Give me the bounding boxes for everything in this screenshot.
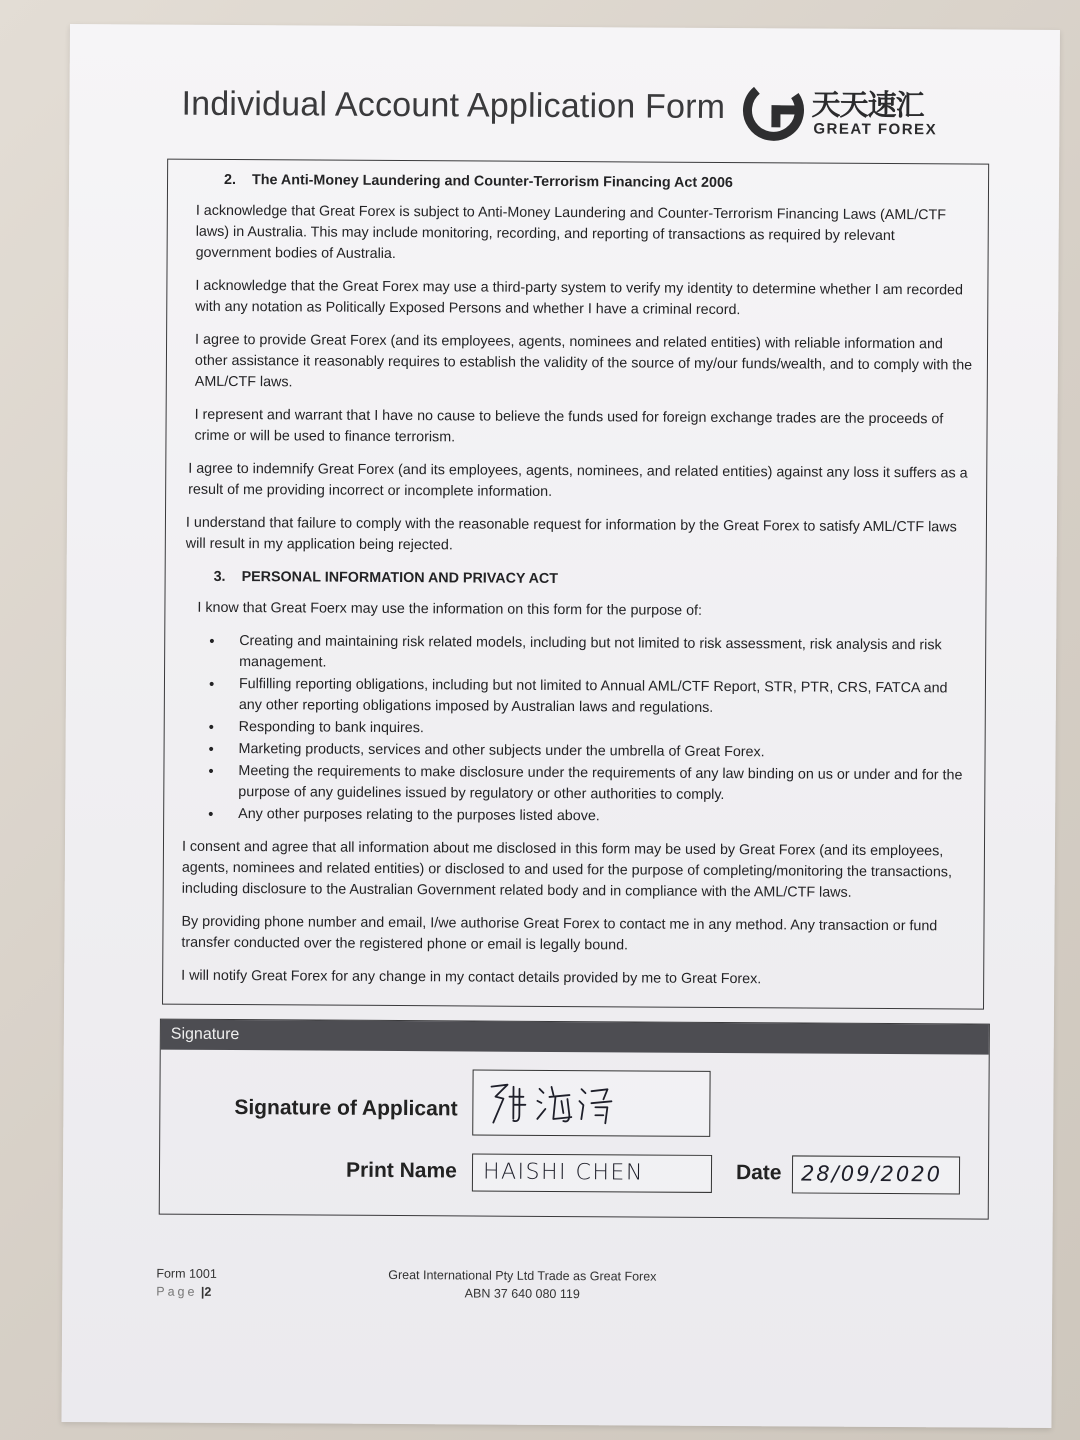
section-3-heading (214, 567, 972, 593)
privacy-intro: I know that Great Foerx may use the information on this form for the purpose of: (197, 599, 703, 619)
date-field[interactable] (792, 1155, 960, 1194)
list-item: • Fulfilling reporting obligations, including but not limited to Annual AML/CTF Report, STR, PTR, CRS, FATCA and any other reporting obligations imposed by Australian laws and regulations. (209, 674, 971, 721)
footer-company-info (382, 1266, 662, 1304)
print-name-label: Print Name (345, 1158, 457, 1183)
print-name-value: HAISHI CHEN (482, 1159, 644, 1186)
page-number: 2 (204, 1284, 212, 1299)
company-logo (741, 78, 951, 143)
list-item: • Responding to bank inquires. (209, 717, 971, 743)
page-separator: | (200, 1284, 205, 1299)
company-abn: ABN 37 640 080 119 (464, 1286, 580, 1302)
date-label: Date (735, 1161, 782, 1185)
footer-form-info (156, 1265, 217, 1301)
privacy-paragraph: I will notify Great Forex for any change in my contact details provided by me to Great Forex. (181, 967, 762, 988)
print-name-field[interactable] (472, 1153, 712, 1192)
terms-section (162, 159, 989, 1010)
section-title: PERSONAL INFORMATION AND PRIVACY ACT (241, 569, 559, 587)
page-label: Page (156, 1284, 198, 1299)
section-number: 2. (224, 171, 237, 189)
list-item: • Creating and maintaining risk related models, including but not limited to risk assessment, risk analysis and risk management. (209, 631, 971, 678)
signature-applicant-label: Signature of Applicant (234, 1096, 458, 1121)
privacy-paragraph: I consent and agree that all information about me disclosed in this form may be used by Great Forex (and its employees, agents, nominees and related entities) or disclosed to and used for the purpose of completing/monitoring the transactions, including disclosure to the Australian Government related body and in compliance with the AML/CTF laws. (181, 838, 952, 901)
date-value: 28/09/2020 (800, 1161, 943, 1187)
handwritten-signature (483, 1075, 633, 1132)
section-number: 3. (213, 568, 226, 585)
list-item: • Meeting the requirements to make disclosure under the requirements of any law binding on us or under and for the purpose of any guidelines issued by regulatory or other authorities to comply. (208, 761, 970, 808)
logo-chinese-text: 天天速汇 (811, 87, 924, 123)
aml-paragraph: I understand that failure to comply with the reasonable request for information by the Great Forex to satisfy AML/CTF laws will result in my application being rejected. (185, 514, 957, 554)
privacy-paragraph: By providing phone number and email, I/we authorise Great Forex to contact me in any method. Any transaction or fund transfer conducted over the registered phone or email is legally bound. (181, 913, 938, 954)
signature-header: Signature (161, 1020, 989, 1055)
form-page (61, 24, 1060, 1428)
aml-paragraph: I represent and warrant that I have no cause to believe the funds used for foreign exchange trades are the proceeds of crime or will be used to finance terrorism. (194, 406, 944, 446)
signature-field[interactable] (472, 1069, 710, 1136)
aml-paragraph: I acknowledge that the Great Forex may use a third-party system to verify my identity to determine whether I am recorded with any notation as Politically Exposed Persons and whether I have a criminal record. (195, 277, 964, 319)
great-forex-logo-icon (741, 78, 805, 142)
list-item: • Marketing products, services and other subjects under the umbrella of Great Forex. (209, 739, 971, 765)
company-name: Great International Pty Ltd Trade as Great Forex (388, 1267, 657, 1284)
list-item: • Any other purposes relating to the purposes listed above. (208, 804, 970, 830)
page-indicator (156, 1283, 217, 1301)
aml-paragraph: I acknowledge that Great Forex is subject to Anti-Money Laundering and Counter-Terrorism Financing Laws (AML/CTF laws) in Australia. This may include monitoring, recording, and reporting of transactions as required by relevant government bodies of Australia. (195, 202, 947, 262)
privacy-purpose-list (208, 631, 971, 830)
section-2-heading (224, 170, 974, 196)
page-title: Individual Account Application Form (181, 84, 726, 127)
logo-english-text: GREAT FOREX (813, 120, 938, 139)
aml-paragraph: I agree to provide Great Forex (and its employees, agents, nominees and related entities) with reliable information and other assistance it reasonably requires to establish the validity of the source of my/our funds/wealth, and to comply with the AML/CTF laws. (194, 331, 973, 391)
aml-paragraph: I agree to indemnify Great Forex (and its employees, agents, nominees, and related entities) against any loss it suffers as a result of me providing incorrect or incomplete information. (188, 460, 968, 500)
form-id: Form 1001 (156, 1266, 217, 1281)
signature-section (159, 1019, 990, 1220)
section-title: The Anti-Money Laundering and Counter-Terrorism Financing Act 2006 (252, 172, 733, 192)
